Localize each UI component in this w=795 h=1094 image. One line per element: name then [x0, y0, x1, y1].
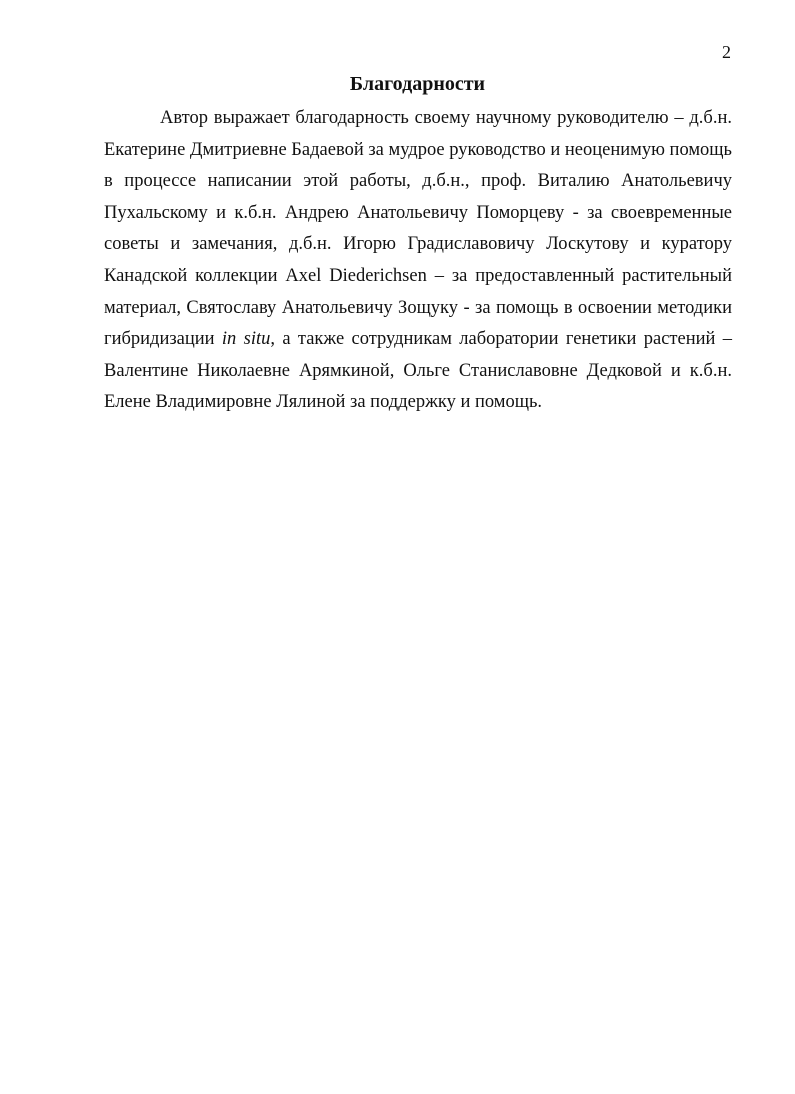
page-number: 2 — [722, 42, 731, 62]
paragraph-italic-term: in situ — [221, 329, 271, 350]
paragraph-text-part-1: Автор выражает благодарность своему научному руководителю – д.б.н. Екатерине Дмитриевне Бадаевой за мудрое руководство и неоценимую помощь в процессе написании этой работы, д.б.н., проф. Виталию Анатольевичу Пухальскому и к.б.н. Андрею Анатольевичу Поморцеву - за своевременные советы и замечания, д.б.н. Игорю Градиславовичу Лоскутову и куратору Канадской коллекции Axel Diederichsen – за предоставленный растительный материал, Святославу Анатольевичу Зощуку - за помощь в освоении методики гибридизации — [104, 108, 732, 350]
page-title: Благодарности — [349, 73, 486, 95]
paragraph-text-part-2: , а также сотрудникам лаборатории генетики растений – Валентине Николаевне Арямкиной, Ольге Станиславовне Дедковой и к.б.н. Елене Владимировне Лялиной за поддержку и помощь. — [104, 329, 732, 413]
acknowledgements-paragraph — [104, 103, 732, 419]
